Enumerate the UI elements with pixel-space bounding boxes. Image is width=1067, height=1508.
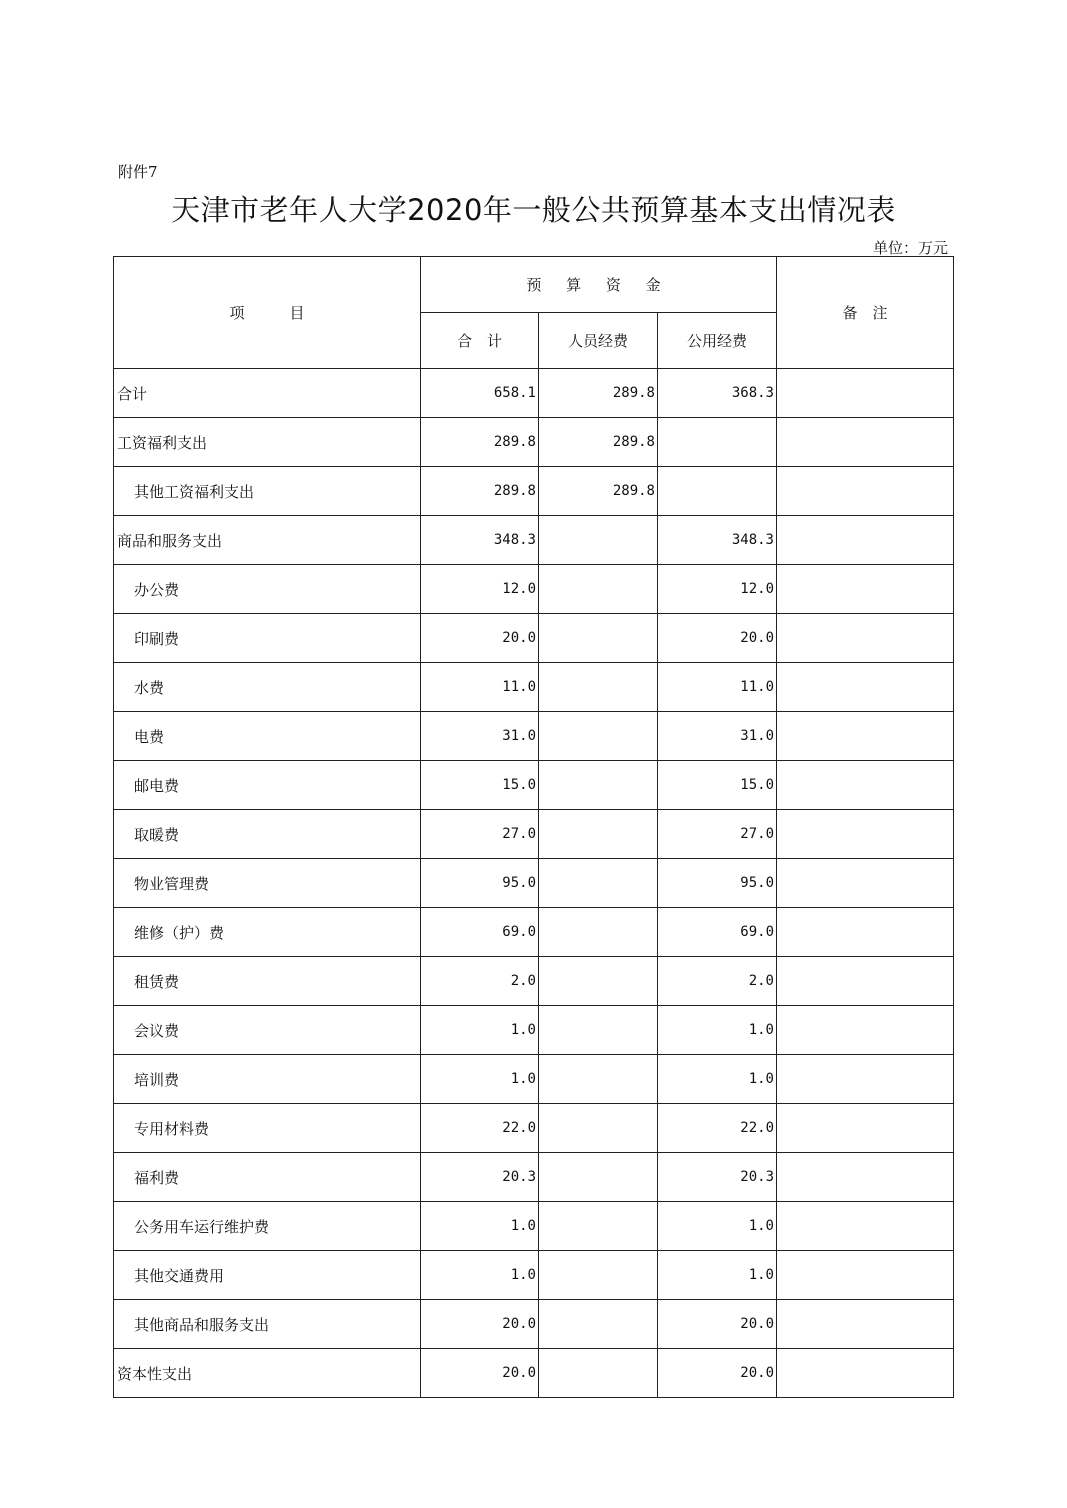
- table-row: [114, 1300, 954, 1349]
- row-label: 邮电费: [114, 761, 421, 810]
- cell-total: 1.0: [421, 1006, 539, 1055]
- cell-personnel: [539, 516, 658, 565]
- cell-total: 15.0: [421, 761, 539, 810]
- cell-total: 1.0: [421, 1251, 539, 1300]
- header-item: 项 目: [114, 257, 421, 369]
- table-row: [114, 761, 954, 810]
- cell-total: 31.0: [421, 712, 539, 761]
- cell-public: 1.0: [658, 1202, 777, 1251]
- cell-public: 1.0: [658, 1006, 777, 1055]
- table-row: [114, 712, 954, 761]
- cell-total: 289.8: [421, 418, 539, 467]
- cell-remark: [777, 1251, 954, 1300]
- cell-remark: [777, 369, 954, 418]
- header-remarks: 备 注: [777, 257, 954, 369]
- table-row: [114, 1055, 954, 1104]
- cell-public: 20.0: [658, 614, 777, 663]
- cell-total: 1.0: [421, 1055, 539, 1104]
- cell-remark: [777, 908, 954, 957]
- cell-remark: [777, 957, 954, 1006]
- cell-public: 11.0: [658, 663, 777, 712]
- cell-remark: [777, 1349, 954, 1398]
- cell-personnel: [539, 957, 658, 1006]
- table-row: [114, 810, 954, 859]
- table-row: [114, 1153, 954, 1202]
- cell-personnel: [539, 565, 658, 614]
- cell-personnel: 289.8: [539, 418, 658, 467]
- cell-remark: [777, 761, 954, 810]
- cell-personnel: 289.8: [539, 369, 658, 418]
- cell-public: 31.0: [658, 712, 777, 761]
- attachment-label: 附件7: [118, 163, 158, 181]
- cell-remark: [777, 859, 954, 908]
- row-label: 其他工资福利支出: [114, 467, 421, 516]
- page-title: 天津市老年人大学2020年一般公共预算基本支出情况表: [171, 193, 896, 227]
- cell-personnel: 289.8: [539, 467, 658, 516]
- cell-total: 12.0: [421, 565, 539, 614]
- cell-public: 27.0: [658, 810, 777, 859]
- table-row: [114, 614, 954, 663]
- cell-public: [658, 418, 777, 467]
- cell-remark: [777, 614, 954, 663]
- cell-public: 20.0: [658, 1300, 777, 1349]
- header-total: 合 计: [421, 313, 539, 369]
- cell-personnel: [539, 1006, 658, 1055]
- cell-personnel: [539, 1202, 658, 1251]
- cell-public: 1.0: [658, 1055, 777, 1104]
- cell-total: 20.0: [421, 1349, 539, 1398]
- cell-remark: [777, 565, 954, 614]
- cell-personnel: [539, 908, 658, 957]
- cell-remark: [777, 1006, 954, 1055]
- cell-total: 289.8: [421, 467, 539, 516]
- row-label: 物业管理费: [114, 859, 421, 908]
- cell-total: 22.0: [421, 1104, 539, 1153]
- cell-personnel: [539, 614, 658, 663]
- cell-personnel: [539, 1349, 658, 1398]
- cell-personnel: [539, 1300, 658, 1349]
- row-label: 印刷费: [114, 614, 421, 663]
- cell-personnel: [539, 712, 658, 761]
- row-label: 维修（护）费: [114, 908, 421, 957]
- row-label: 培训费: [114, 1055, 421, 1104]
- cell-public: 20.0: [658, 1349, 777, 1398]
- row-label: 其他交通费用: [114, 1251, 421, 1300]
- unit-label: 单位：万元: [872, 239, 948, 257]
- table-row: [114, 1104, 954, 1153]
- row-label: 公务用车运行维护费: [114, 1202, 421, 1251]
- cell-personnel: [539, 1153, 658, 1202]
- header-budget-funds: 预 算 资 金: [421, 257, 777, 313]
- cell-total: 20.3: [421, 1153, 539, 1202]
- cell-total: 348.3: [421, 516, 539, 565]
- header-personnel: 人员经费: [539, 313, 658, 369]
- cell-personnel: [539, 1055, 658, 1104]
- row-label: 会议费: [114, 1006, 421, 1055]
- cell-total: 20.0: [421, 614, 539, 663]
- table-row: [114, 516, 954, 565]
- cell-personnel: [539, 663, 658, 712]
- table-row: [114, 1202, 954, 1251]
- cell-remark: [777, 663, 954, 712]
- table-row: [114, 467, 954, 516]
- cell-remark: [777, 467, 954, 516]
- table-row: [114, 1251, 954, 1300]
- cell-public: 2.0: [658, 957, 777, 1006]
- cell-public: 12.0: [658, 565, 777, 614]
- cell-total: 69.0: [421, 908, 539, 957]
- cell-total: 2.0: [421, 957, 539, 1006]
- table-row: [114, 1349, 954, 1398]
- cell-remark: [777, 1202, 954, 1251]
- table-row: [114, 418, 954, 467]
- row-label: 福利费: [114, 1153, 421, 1202]
- row-label: 商品和服务支出: [114, 516, 421, 565]
- cell-total: 1.0: [421, 1202, 539, 1251]
- cell-personnel: [539, 761, 658, 810]
- cell-total: 95.0: [421, 859, 539, 908]
- cell-remark: [777, 418, 954, 467]
- cell-remark: [777, 810, 954, 859]
- table-row: [114, 663, 954, 712]
- row-label: 专用材料费: [114, 1104, 421, 1153]
- row-label: 水费: [114, 663, 421, 712]
- cell-public: 15.0: [658, 761, 777, 810]
- row-label: 办公费: [114, 565, 421, 614]
- cell-public: 20.3: [658, 1153, 777, 1202]
- cell-remark: [777, 516, 954, 565]
- cell-remark: [777, 1104, 954, 1153]
- cell-public: 69.0: [658, 908, 777, 957]
- cell-public: 348.3: [658, 516, 777, 565]
- cell-personnel: [539, 1251, 658, 1300]
- cell-personnel: [539, 1104, 658, 1153]
- cell-total: 658.1: [421, 369, 539, 418]
- cell-public: 1.0: [658, 1251, 777, 1300]
- cell-personnel: [539, 859, 658, 908]
- row-label: 资本性支出: [114, 1349, 421, 1398]
- cell-remark: [777, 712, 954, 761]
- cell-remark: [777, 1055, 954, 1104]
- cell-remark: [777, 1300, 954, 1349]
- cell-public: [658, 467, 777, 516]
- row-label: 其他商品和服务支出: [114, 1300, 421, 1349]
- cell-total: 11.0: [421, 663, 539, 712]
- table-row: [114, 957, 954, 1006]
- cell-public: 22.0: [658, 1104, 777, 1153]
- row-label: 合计: [114, 369, 421, 418]
- table-row: [114, 908, 954, 957]
- cell-total: 20.0: [421, 1300, 539, 1349]
- row-label: 租赁费: [114, 957, 421, 1006]
- budget-table: [113, 256, 954, 1398]
- cell-remark: [777, 1153, 954, 1202]
- table-row: [114, 369, 954, 418]
- cell-public: 95.0: [658, 859, 777, 908]
- row-label: 工资福利支出: [114, 418, 421, 467]
- row-label: 电费: [114, 712, 421, 761]
- row-label: 取暖费: [114, 810, 421, 859]
- cell-personnel: [539, 810, 658, 859]
- header-public: 公用经费: [658, 313, 777, 369]
- table-row: [114, 565, 954, 614]
- cell-total: 27.0: [421, 810, 539, 859]
- table-row: [114, 859, 954, 908]
- table-row: [114, 1006, 954, 1055]
- cell-public: 368.3: [658, 369, 777, 418]
